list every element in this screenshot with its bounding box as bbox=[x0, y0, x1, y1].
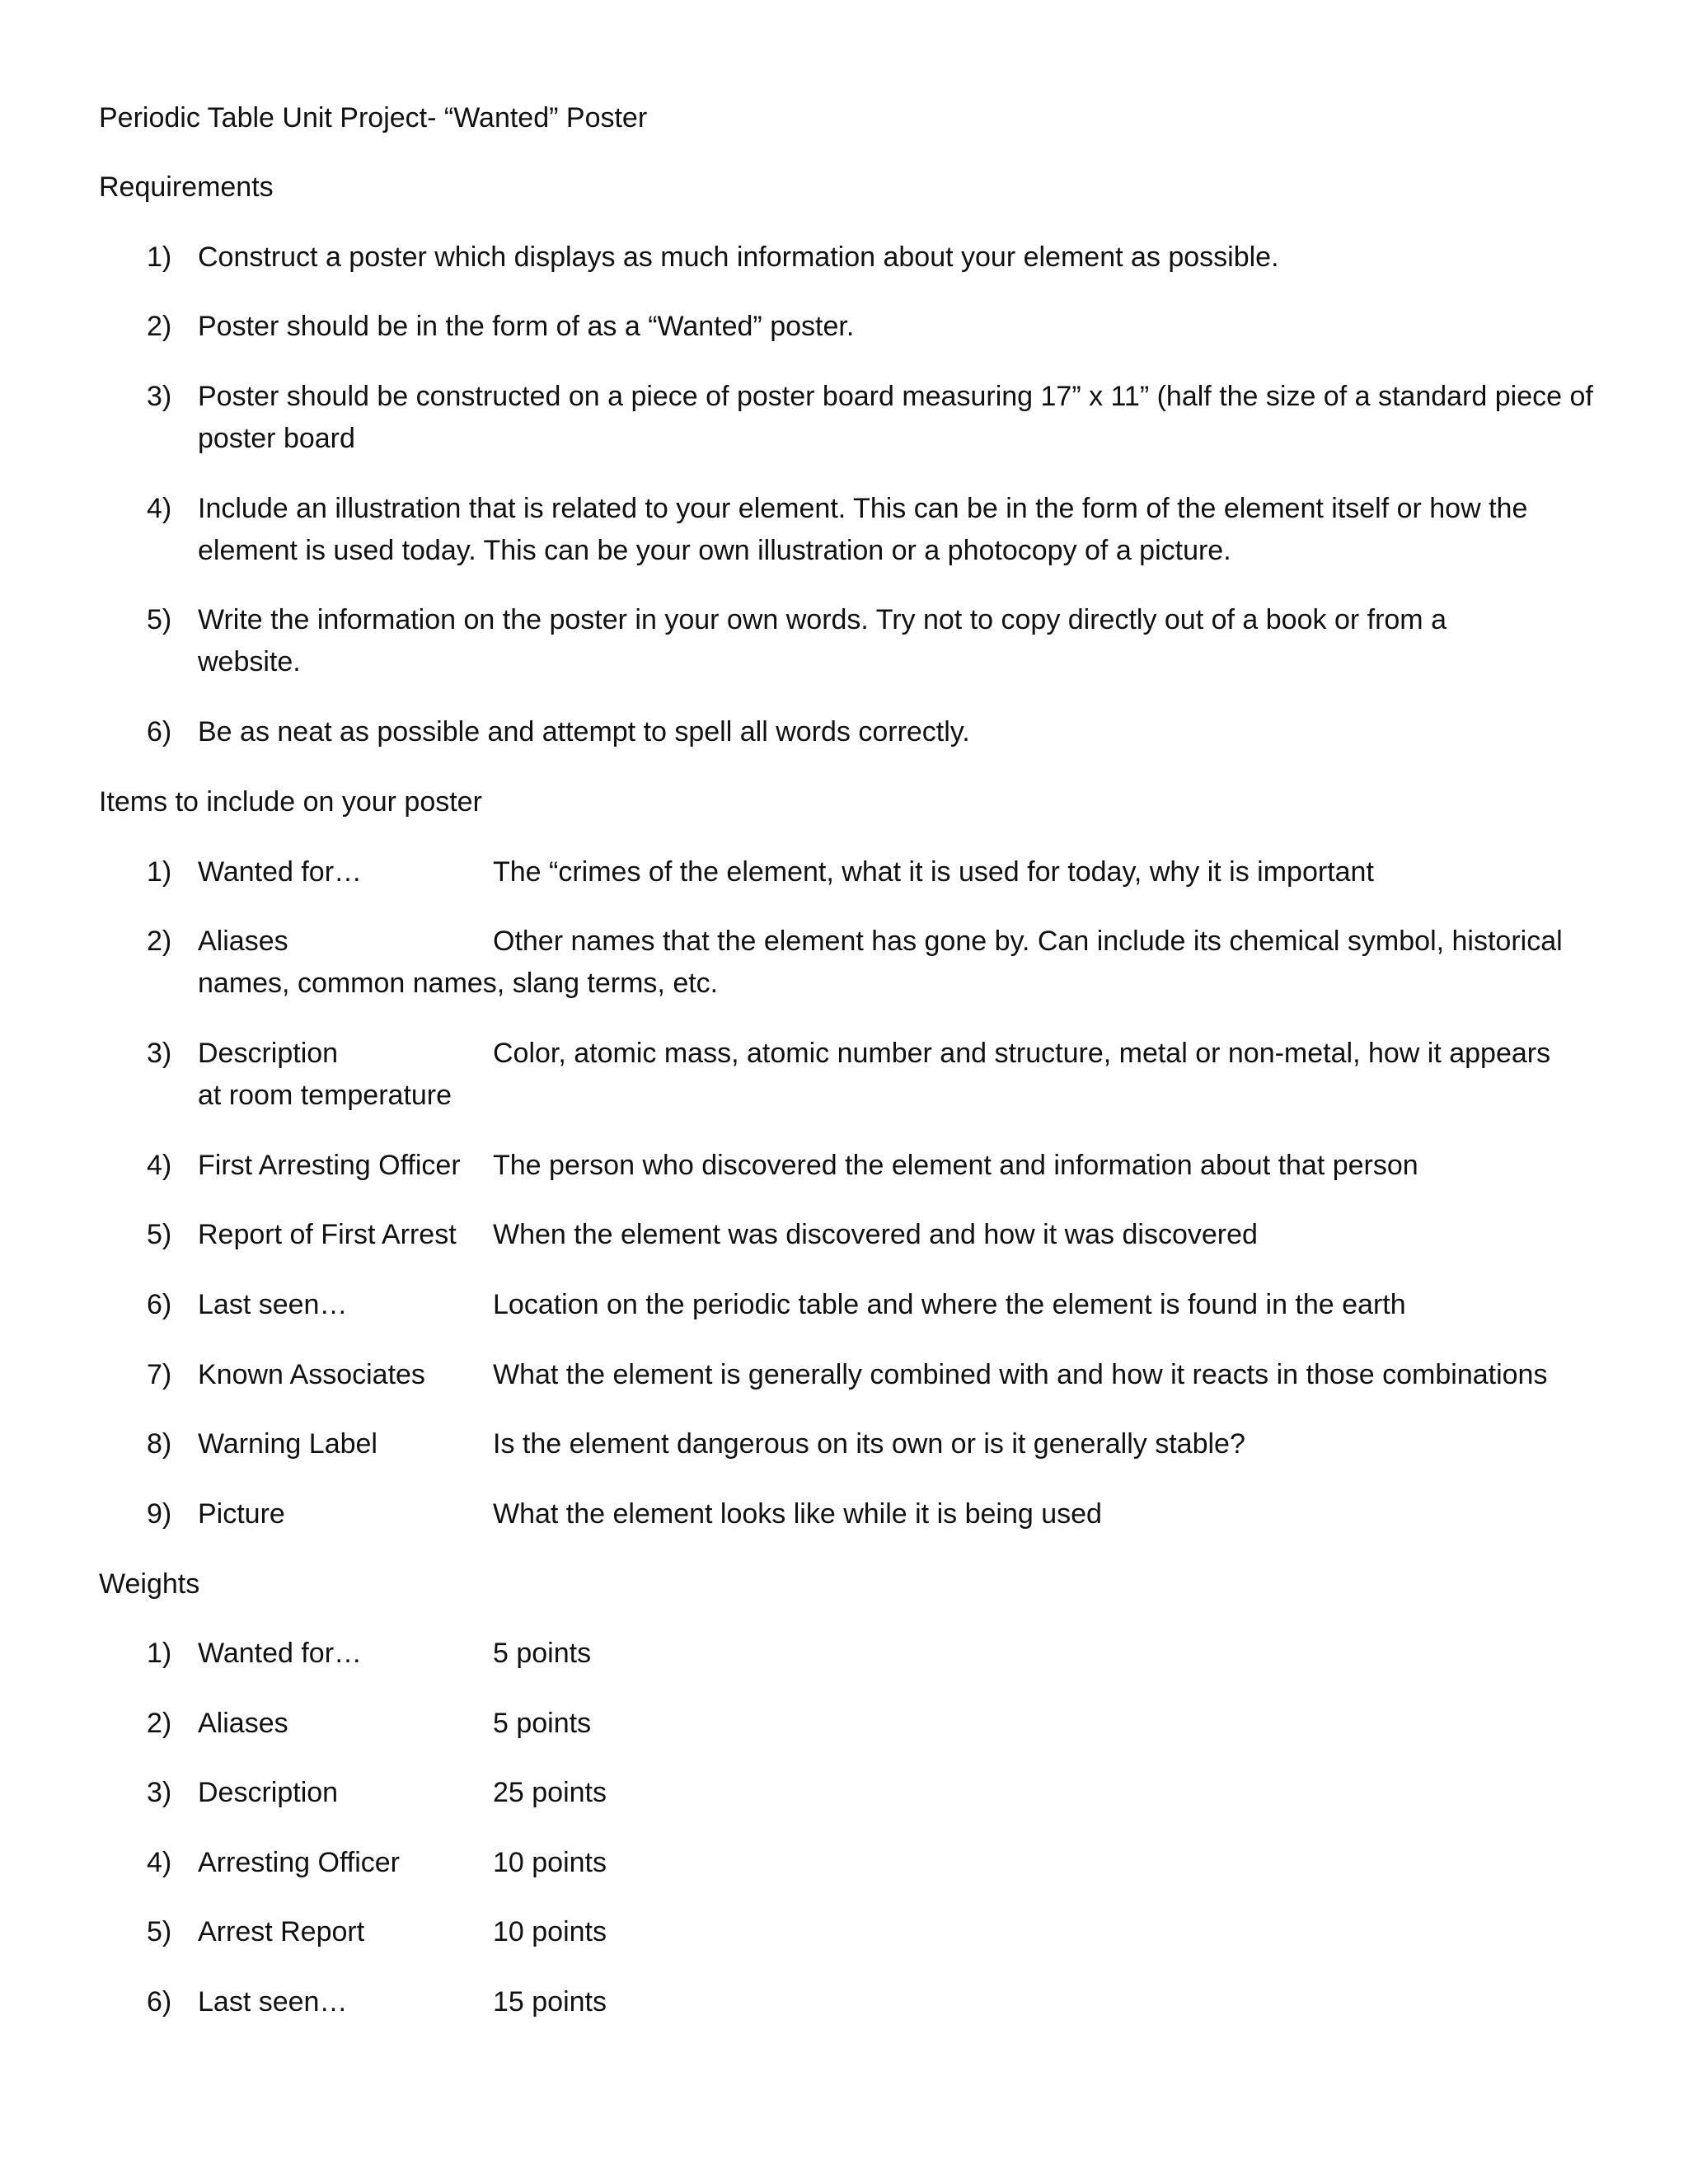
list-number: 5) bbox=[147, 604, 172, 635]
weight-points: 25 points bbox=[493, 1777, 607, 1808]
list-number: 3) bbox=[147, 1038, 172, 1069]
item-description: When the element was discovered and how it was discovered bbox=[493, 1219, 1258, 1250]
item-description: Is the element dangerous on its own or is it generally stable? bbox=[493, 1428, 1245, 1460]
list-number: 1) bbox=[147, 856, 172, 888]
list-number: 5) bbox=[147, 1916, 172, 1947]
weight-term: Arrest Report bbox=[198, 1916, 365, 1947]
item-description-continuation: names, common names, slang terms, etc. bbox=[198, 968, 719, 999]
list-number: 3) bbox=[147, 1777, 172, 1808]
weight-term: Arresting Officer bbox=[198, 1847, 401, 1878]
item-description: The “crimes of the element, what it is used for today, why it is important bbox=[493, 856, 1374, 888]
item-description: What the element is generally combined with and how it reacts in those combinations bbox=[493, 1359, 1548, 1390]
weight-term: Wanted for… bbox=[198, 1638, 363, 1669]
list-number: 4) bbox=[147, 493, 172, 524]
list-number: 4) bbox=[147, 1847, 172, 1878]
list-number: 4) bbox=[147, 1150, 172, 1181]
weight-points: 15 points bbox=[493, 1986, 607, 2018]
list-text: Poster should be in the form of as a “Wanted” poster. bbox=[198, 311, 855, 342]
list-number: 1) bbox=[147, 1638, 172, 1669]
weight-term: Aliases bbox=[198, 1708, 288, 1739]
list-text: Be as neat as possible and attempt to spell all words correctly. bbox=[198, 716, 970, 748]
list-number: 8) bbox=[147, 1428, 172, 1460]
item-description: The person who discovered the element and information about that person bbox=[493, 1150, 1418, 1181]
weight-points: 5 points bbox=[493, 1638, 592, 1669]
list-number: 5) bbox=[147, 1219, 172, 1250]
item-description: What the element looks like while it is being used bbox=[493, 1498, 1102, 1530]
items-heading: Items to include on your poster bbox=[99, 786, 482, 818]
item-term: First Arresting Officer bbox=[198, 1150, 461, 1181]
document-title: Periodic Table Unit Project- “Wanted” Poster bbox=[99, 102, 648, 134]
list-text: Include an illustration that is related to your element. This can be in the form of the element itself or how the bbox=[198, 493, 1528, 524]
list-text-continuation: website. bbox=[198, 646, 301, 677]
item-term: Last seen… bbox=[198, 1289, 348, 1320]
list-text: Write the information on the poster in your own words. Try not to copy directly out of a book or from a bbox=[198, 604, 1447, 635]
list-number: 3) bbox=[147, 381, 172, 412]
item-term: Aliases bbox=[198, 926, 288, 957]
list-number: 6) bbox=[147, 1986, 172, 2018]
item-term: Warning Label bbox=[198, 1428, 377, 1460]
list-number: 1) bbox=[147, 241, 172, 273]
weight-term: Description bbox=[198, 1777, 339, 1808]
item-term: Known Associates bbox=[198, 1359, 425, 1390]
weight-points: 10 points bbox=[493, 1916, 607, 1947]
list-number: 6) bbox=[147, 716, 172, 748]
weight-term: Last seen… bbox=[198, 1986, 348, 2018]
weights-heading: Weights bbox=[99, 1568, 200, 1600]
list-text: Poster should be constructed on a piece of poster board measuring 17” x 11” (half the size of a standard piece of bbox=[198, 381, 1593, 412]
list-number: 6) bbox=[147, 1289, 172, 1320]
item-description: Location on the periodic table and where the element is found in the earth bbox=[493, 1289, 1406, 1320]
weight-points: 10 points bbox=[493, 1847, 607, 1878]
item-term: Description bbox=[198, 1038, 339, 1069]
item-description: Color, atomic mass, atomic number and structure, metal or non-metal, how it appears bbox=[493, 1038, 1551, 1069]
item-term: Picture bbox=[198, 1498, 285, 1530]
item-term: Wanted for… bbox=[198, 856, 363, 888]
item-term: Report of First Arrest bbox=[198, 1219, 457, 1250]
requirements-heading: Requirements bbox=[99, 171, 274, 203]
list-text-continuation: poster board bbox=[198, 423, 355, 454]
weight-points: 5 points bbox=[493, 1708, 592, 1739]
list-number: 2) bbox=[147, 311, 172, 342]
item-description: Other names that the element has gone by. Can include its chemical symbol, historical bbox=[493, 926, 1563, 957]
list-number: 9) bbox=[147, 1498, 172, 1530]
list-number: 2) bbox=[147, 926, 172, 957]
item-description-continuation: at room temperature bbox=[198, 1080, 452, 1111]
list-text-continuation: element is used today. This can be your own illustration or a photocopy of a picture. bbox=[198, 535, 1231, 566]
list-text: Construct a poster which displays as much information about your element as possible. bbox=[198, 241, 1279, 273]
list-number: 7) bbox=[147, 1359, 172, 1390]
list-number: 2) bbox=[147, 1708, 172, 1739]
